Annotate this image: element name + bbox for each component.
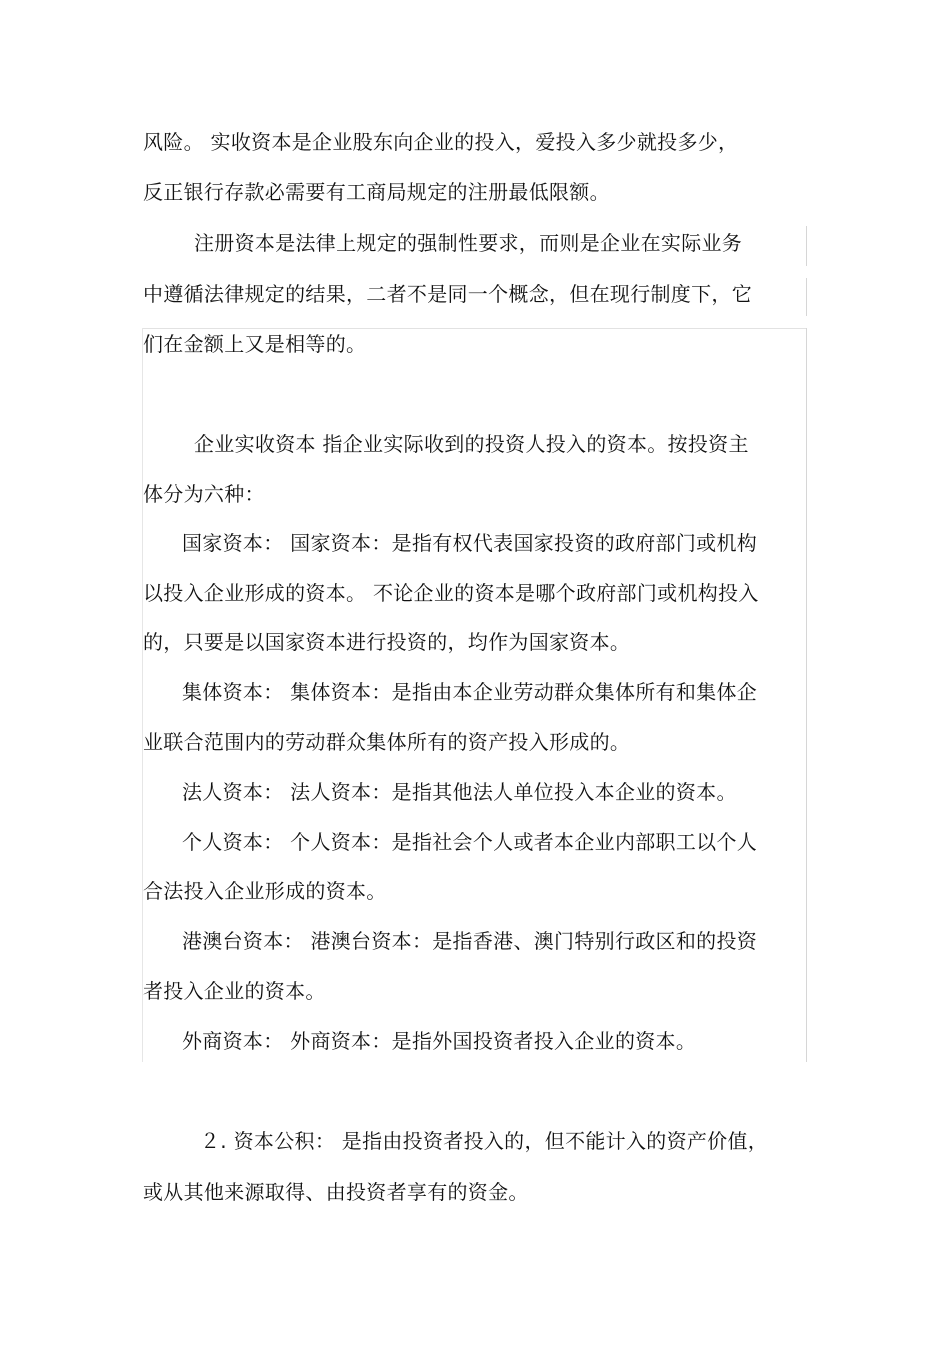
text-line: 外商资本： 外商资本：是指外国投资者投入企业的资本。: [182, 1029, 697, 1053]
text-line: 港澳台资本： 港澳台资本：是指香港、澳门特别行政区和的投资: [182, 929, 758, 953]
text-line: 风险。 实收资本是企业股东向企业的投入，爱投入多少就投多少，: [143, 130, 739, 154]
text-line: 们在金额上又是相等的。: [143, 332, 367, 356]
text-line: 国家资本： 国家资本：是指有权代表国家投资的政府部门或机构: [182, 531, 758, 555]
text-line: 的，只要是以国家资本进行投资的，均作为国家资本。: [143, 630, 631, 654]
text-line: 法人资本： 法人资本：是指其他法人单位投入本企业的资本。: [182, 780, 737, 804]
text-line: 个人资本： 个人资本：是指社会个人或者本企业内部职工以个人: [182, 830, 758, 854]
text-line: 体分为六种：: [143, 482, 265, 506]
text-line: 中遵循法律规定的结果，二者不是同一个概念，但在现行制度下，它: [143, 282, 752, 306]
frame-left-3: [142, 328, 143, 1062]
text-line: 或从其他来源取得、由投资者享有的资金。: [143, 1180, 529, 1204]
text-line: 者投入企业的资本。: [143, 979, 326, 1003]
text-line: 集体资本： 集体资本：是指由本企业劳动群众集体所有和集体企: [182, 680, 758, 704]
text-line: 业联合范围内的劳动群众集体所有的资产投入形成的。: [143, 730, 631, 754]
text-line: 注册资本是法律上规定的强制性要求，而则是企业在实际业务: [194, 231, 743, 255]
text-line: ２. 资本公积： 是指由投资者投入的，但不能计入的资产价值，: [200, 1129, 769, 1153]
text-line: 反正银行存款必需要有工商局规定的注册最低限额。: [143, 180, 610, 204]
text-line: 企业实收资本 指企业实际收到的投资人投入的资本。按投资主: [194, 432, 749, 456]
text-line: 合法投入企业形成的资本。: [143, 879, 387, 903]
text-line: 以投入企业形成的资本。 不论企业的资本是哪个政府部门或机构投入: [143, 581, 759, 605]
